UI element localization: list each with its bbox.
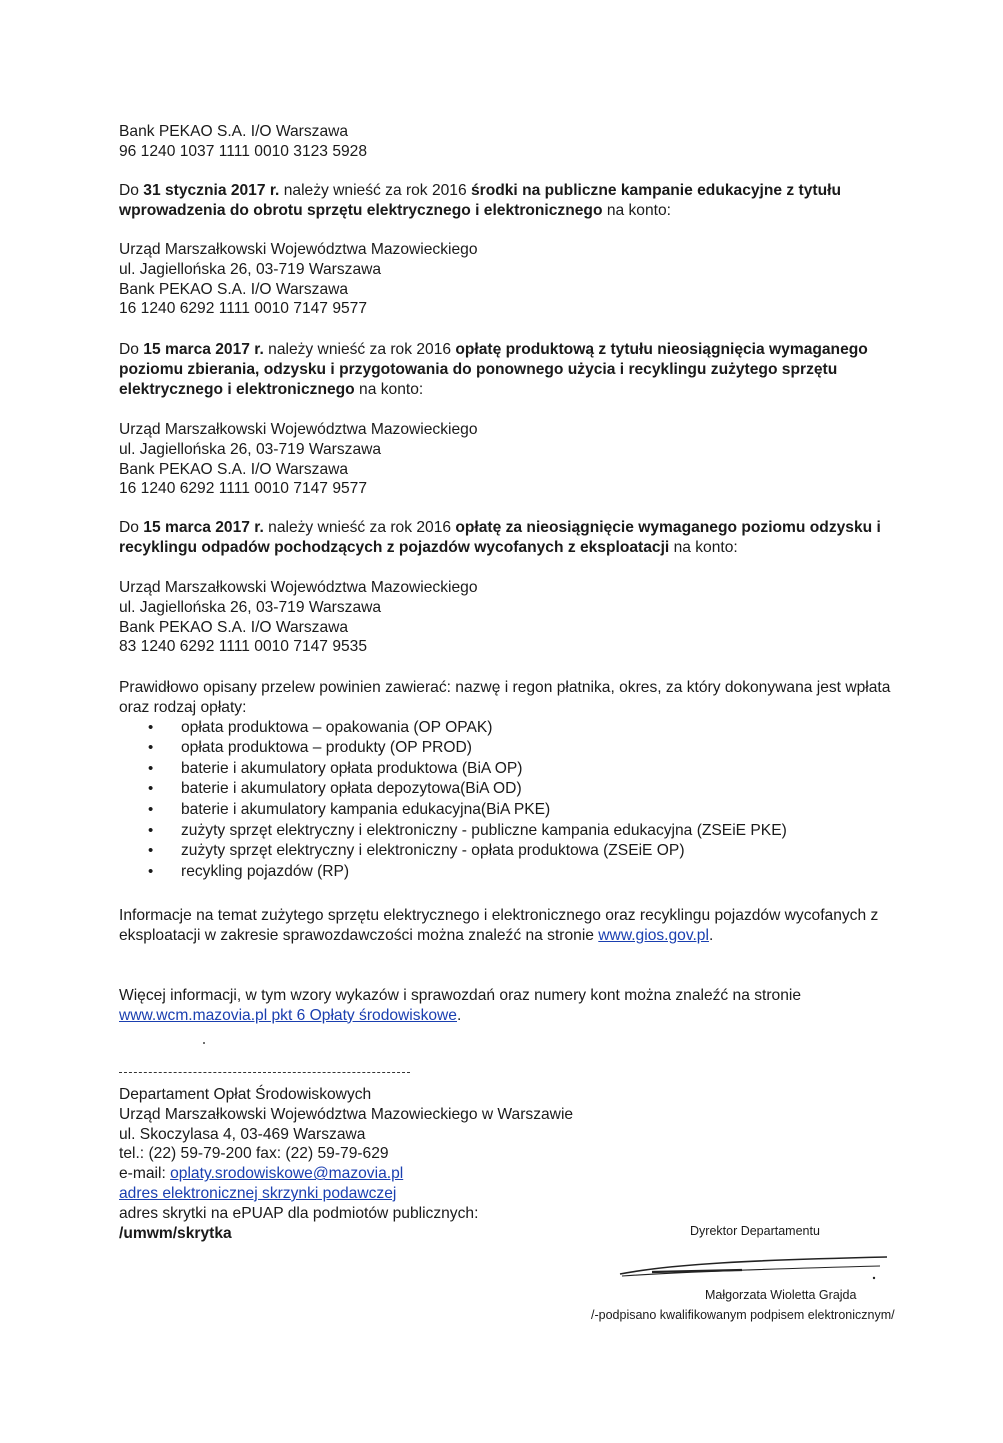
section-paragraph: Do 15 marca 2017 r. należy wnieść za rok 2016 opłatę za nieosiągnięcie wymaganego poziomu odzysku i recyklingu odpadów pochodzących z pojazdów wycofanych z eksploatacji na konto: xyxy=(119,519,881,556)
address-line: Bank PEKAO S.A. I/O Warszawa xyxy=(119,618,349,636)
info-gios xyxy=(119,906,899,946)
signature-title: Dyrektor Departamentu xyxy=(690,1224,820,1238)
info-paragraph: Informacje na temat zużytego sprzętu elektrycznego i elektronicznego oraz recyklingu pojazdów wycofanych z eksploatacji w zakresie sprawozdawczości można znaleźć na stronie www.gios.gov.pl. xyxy=(119,907,879,944)
fee-type-list xyxy=(119,718,899,883)
bank-account-top xyxy=(119,122,899,162)
list-item: • baterie i akumulatory opłata depozytowa(BiA OD) xyxy=(119,779,899,800)
account-number: 16 1240 6292 1111 0010 7147 9577 xyxy=(119,300,368,318)
footer-contact xyxy=(119,1085,639,1243)
transfer-intro: Prawidłowo opisany przelew powinien zawierać: nazwę i regon płatnika, okres, za który dokonywana jest wpłata oraz rodzaj opłaty: xyxy=(119,679,891,716)
account-number: 83 1240 6292 1111 0010 7147 9535 xyxy=(119,638,368,656)
phone-fax: tel.: (22) 59-79-200 fax: (22) 59-79-629 xyxy=(119,1145,389,1163)
address-line: Urząd Marszałkowski Województwa Mazowieckiego xyxy=(119,241,478,258)
info-mazovia xyxy=(119,986,899,1026)
account-address-3 xyxy=(119,578,899,657)
handwritten-signature xyxy=(612,1252,897,1284)
list-item: • baterie i akumulatory opłata produktowa (BiA OP) xyxy=(119,759,899,780)
bank-name: Bank PEKAO S.A. I/O Warszawa xyxy=(119,123,349,140)
section-product-fee-weee xyxy=(119,340,899,399)
account-address-2 xyxy=(119,420,899,499)
transfer-description xyxy=(119,678,899,882)
office-street: ul. Skoczylasa 4, 03-469 Warszawa xyxy=(119,1125,366,1143)
address-line: Urząd Marszałkowski Województwa Mazowieckiego xyxy=(119,579,478,596)
gios-link[interactable]: www.gios.gov.pl xyxy=(598,926,709,944)
fee-type: opłatę produktową z tytułu nieosiągnięcia wymaganego poziomu zbierania, odzysku i przygotowania do ponownego użycia i recyklingu zużytego sprzętu elektrycznego i elektronicznego xyxy=(119,341,868,398)
section-education-campaign xyxy=(119,181,899,221)
address-line: ul. Jagiellońska 26, 03-719 Warszawa xyxy=(119,598,382,616)
list-item: • opłata produktowa – opakowania (OP OPAK) xyxy=(119,718,899,739)
email-link[interactable]: oplaty.srodowiskowe@mazovia.pl xyxy=(170,1165,404,1183)
email-line: e-mail: oplaty.srodowiskowe@mazovia.pl xyxy=(119,1165,404,1183)
deadline-date: 31 stycznia 2017 r. xyxy=(143,182,280,199)
list-item: • recykling pojazdów (RP) xyxy=(119,862,899,883)
list-item: • baterie i akumulatory kampania edukacyjna(BiA PKE) xyxy=(119,800,899,821)
fee-type: środki na publiczne kampanie edukacyjne z tytułu wprowadzenia do obrotu sprzętu elektrycznego i elektronicznego xyxy=(119,182,841,219)
epuap-label: adres skrytki na ePUAP dla podmiotów publicznych: xyxy=(119,1204,479,1222)
office-name: Urząd Marszałkowski Województwa Mazowieckiego w Warszawie xyxy=(119,1105,574,1123)
bank-account-number: 96 1240 1037 1111 0010 3123 5928 xyxy=(119,142,368,160)
list-item: • zużyty sprzęt elektryczny i elektroniczny - opłata produktowa (ZSEiE OP) xyxy=(119,841,899,862)
address-line: Bank PEKAO S.A. I/O Warszawa xyxy=(119,280,349,298)
section-paragraph: Do 15 marca 2017 r. należy wnieść za rok 2016 opłatę produktową z tytułu nieosiągnięcia wymaganego poziomu zbierania, odzysku i przygotowania do ponownego użycia i recyklingu zużytego sprzętu elektrycznego i elektronicznego na konto: xyxy=(119,341,868,398)
fee-type: opłatę za nieosiągnięcie wymaganego poziomu odzysku i recyklingu odpadów pochodzących z pojazdów wycofanych z eksploatacji xyxy=(119,519,881,556)
info-paragraph: Więcej informacji, w tym wzory wykazów i sprawozdań oraz numery kont można znaleźć na stronie www.wcm.mazovia.pl pkt 6 Opłaty środowiskowe. xyxy=(119,987,802,1024)
signatory-name: Małgorzata Wioletta Grajda xyxy=(705,1288,857,1302)
deadline-date: 15 marca 2017 r. xyxy=(143,341,264,358)
stray-mark xyxy=(203,1042,205,1044)
inbox-link[interactable]: adres elektronicznej skrzynki podawczej xyxy=(119,1184,397,1202)
list-item: • opłata produktowa – produkty (OP PROD) xyxy=(119,738,899,759)
list-item: • zużyty sprzęt elektryczny i elektroniczny - publiczne kampania edukacyjna (ZSEiE PKE) xyxy=(119,821,899,842)
department-name: Departament Opłat Środowiskowych xyxy=(119,1086,372,1103)
address-line: ul. Jagiellońska 26, 03-719 Warszawa xyxy=(119,440,382,458)
inbox-line xyxy=(119,1184,639,1204)
address-line: Bank PEKAO S.A. I/O Warszawa xyxy=(119,460,349,478)
signature-note: /-podpisano kwalifikowanym podpisem elektronicznym/ xyxy=(591,1308,895,1322)
address-line: ul. Jagiellońska 26, 03-719 Warszawa xyxy=(119,260,382,278)
deadline-date: 15 marca 2017 r. xyxy=(143,519,264,536)
section-paragraph: Do 31 stycznia 2017 r. należy wnieść za rok 2016 środki na publiczne kampanie edukacyjne z tytułu wprowadzenia do obrotu sprzętu elektrycznego i elektronicznego na konto: xyxy=(119,182,841,219)
address-line: Urząd Marszałkowski Województwa Mazowieckiego xyxy=(119,421,478,438)
epuap-address: /umwm/skrytka xyxy=(119,1224,232,1242)
footer-separator xyxy=(119,1072,410,1073)
mazovia-link[interactable]: www.wcm.mazovia.pl pkt 6 Opłaty środowiskowe xyxy=(119,1006,457,1024)
account-address-1 xyxy=(119,240,899,319)
section-vehicle-recycling-fee xyxy=(119,518,899,558)
account-number: 16 1240 6292 1111 0010 7147 9577 xyxy=(119,480,368,498)
